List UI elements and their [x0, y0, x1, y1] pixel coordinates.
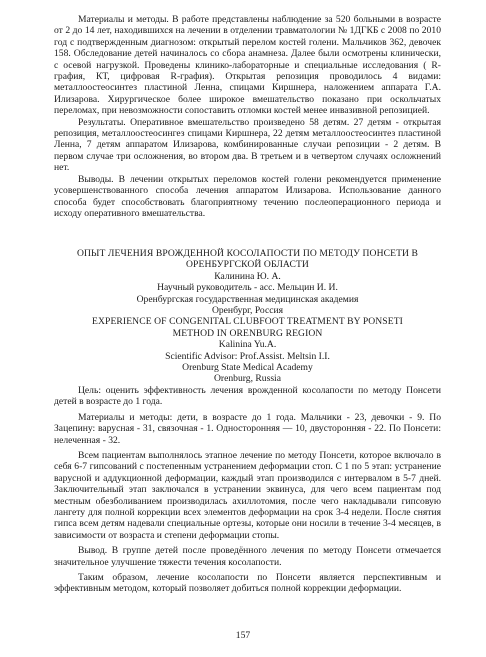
article-title-en-line1: EXPERIENCE OF CONGENITAL CLUBFOOT TREATMENT BY PONSETI [92, 316, 403, 328]
article-title-en-line2: METHOD IN ORENBURG REGION [172, 327, 323, 339]
advisor-ru: Научный руководитель - асс. Мельцин И. И. [157, 282, 338, 294]
methods-paragraph: Материалы и методы: дети, в возрасте до 1 года. Мальчики - 23, девочки - 9. По Зацепину: варусная - 31, связочная - 1. Односторонняя — 10, двусторонняя - 22. По Понсети: нелеченная - 32. [54, 411, 441, 446]
article-title-ru-line1: ОПЫТ ЛЕЧЕНИЯ ВРОЖДЕННОЙ КОСОЛАПОСТИ ПО МЕТОДУ ПОНСЕТИ В [76, 248, 419, 259]
location-ru: Оренбург, Россия [211, 305, 284, 317]
affiliation-ru: Оренбургская государственная медицинская академия [136, 293, 359, 305]
article [54, 248, 441, 595]
author-ru: Калинина Ю. А. [214, 270, 281, 282]
previous-article-tail [54, 14, 441, 219]
results-paragraph: Результаты. Оперативное вмешательство произведено 58 детям. 27 детям - открытая репозиция, металлоостеосингез спицами Киршнера, 22 детям металлоостеосинтез пластиной Ленна, 7 детям аппаратом Илизарова, комбинированные случаи репозиции - 2 детям. В первом случае три осложнения, во втором два. В третьем и в четвертом случаях осложнений нет. [54, 116, 441, 174]
location-en: Orenburg, Russia [214, 373, 281, 385]
final-paragraph: Таким образом, лечение косолапости по Понсети является перспективным и эффективным методом, который позволяет добиться полной коррекции деформации. [54, 571, 441, 595]
advisor-en: Scientific Advisor: Prof.Assist. Meltsin I.I. [165, 350, 330, 362]
article-title-ru-line2: ОРЕНБУРГСКОЙ ОБЛАСТИ [186, 259, 309, 271]
page-number: 157 [235, 630, 251, 641]
author-en: Kalinina Yu.A. [218, 339, 277, 351]
conclusion-paragraph: Вывод. В группе детей после проведённого лечения по методу Понсети отмечается значительное улучшение тяжести течения косолапости. [54, 545, 441, 568]
affiliation-en: Orenburg State Medical Academy [182, 362, 313, 374]
conclusions-paragraph: Выводы. В лечении открытых переломов костей голени рекомендуется применение усовершенствованного способа лечения аппаратом Илизарова. Использование данного способа будет способствовать благоприятному течению послеоперационного периода и исходу оперативного вмешательства. [54, 173, 441, 219]
procedure-paragraph: Всем пациентам выполнялось этапное лечение по методу Понсети, которое включало в себя 6-7 гипсований с постепенным устранением деформации стоп. С 1 по 5 этап: устранение варусной и аддукционной деформации, каждый этап производился с интервалом в 5-7 дней. Заключительный этап заключался в устранении эквинуса, для чего всем пациентам под местным обезболиванием производилась ахиллотомия, после чего накладывали гипсовую лангету для полной коррекции всех элементов деформации на срок 3-4 недели. После снятия гипса всем детям надевали специальные ортезы, которые они носили в течение 3-4 месяцев, в зависимости от возраста и степени деформации стопы. [54, 449, 441, 541]
aim-paragraph: Цель: оценить эффективность лечения врожденной косолапости по методу Понсети детей в возрасте до 1 года. [54, 384, 441, 408]
methods-paragraph: Материалы и методы. В работе представлены наблюдение за 520 больными в возрасте от 2 до 14 лет, находившихся на лечении в отделении травматологии № 1ДГКБ с 2008 по 2010 год с подтвержденным диагнозом: открытый перелом костей голени. Мальчиков 362, девочек 158. Обследование детей начиналось со сбора анамнеза. Далее были осмотрены клинически, с осевой нагрузкой. Проведены клинико-лабораторные и специальные исследования ( R-графия, КТ, цифровая R-графия). Открытая репозиция проводилось 4 видами: металлоостеосинтез пластиной Ленна, спицами Киршнера, наложением аппарата Г.А. Илизарова. Хирургическое более широкое вмешательство показано при оскольчатых переломах, при невозможности сопоставить отломки костей менее инвазивной репозицией. [54, 14, 441, 117]
